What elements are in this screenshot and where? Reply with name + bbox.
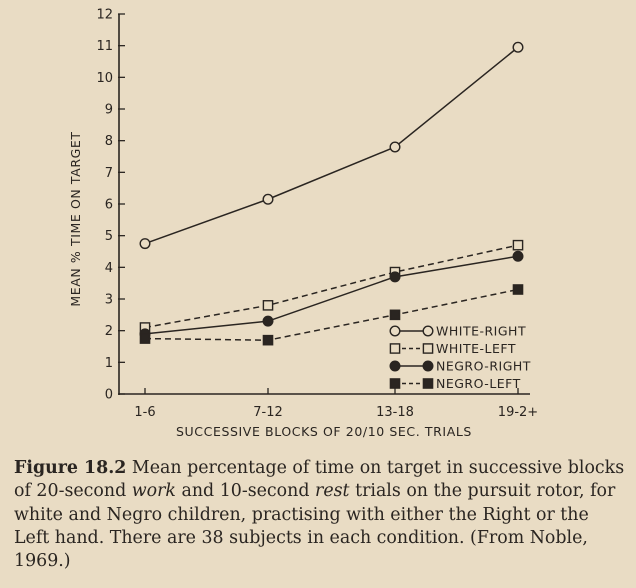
figure-label: Figure 18.2 (14, 458, 127, 478)
caption-text-3: trials on the pursuit rotor, for white and Negro children, practising with either the Right or the Left hand. There are 38 subjects in each condition. (From Noble, 1969.) (14, 481, 616, 572)
y-tick-label: 0 (104, 387, 113, 403)
y-tick-label: 3 (104, 292, 113, 308)
y-tick-label: 9 (104, 102, 113, 118)
caption-work: work (131, 481, 176, 502)
x-tick-label: 13-18 (376, 405, 414, 420)
series-white-left (140, 241, 522, 333)
legend-item-negro-right (390, 359, 531, 374)
data-point-white-left (263, 301, 272, 310)
legend-label: WHITE-RIGHT (436, 323, 527, 339)
x-tick-label: 7-12 (253, 405, 283, 420)
series-line-negro-right (145, 256, 518, 334)
data-point-negro-left (390, 310, 399, 319)
data-point-negro-right (263, 316, 273, 326)
legend-marker (423, 379, 432, 388)
legend-item-white-left (390, 341, 516, 356)
legend-item-negro-left (390, 376, 520, 391)
y-tick-label: 12 (96, 7, 113, 23)
data-point-white-left (513, 241, 522, 250)
y-tick-label: 11 (96, 39, 113, 55)
legend-label: NEGRO-RIGHT (436, 358, 531, 374)
y-tick-label: 4 (104, 260, 113, 276)
legend (390, 324, 531, 392)
data-point-negro-right (513, 251, 523, 261)
data-point-negro-left (263, 336, 272, 345)
y-tick-label: 2 (104, 324, 113, 340)
legend-marker (390, 379, 399, 388)
legend-marker (423, 361, 433, 371)
legend-label: NEGRO-LEFT (436, 376, 521, 391)
legend-label: WHITE-LEFT (436, 341, 516, 356)
legend-marker (390, 344, 399, 353)
series-layer (140, 42, 523, 344)
legend-marker (390, 326, 400, 336)
x-tick-label: 19-2+ (497, 405, 539, 420)
y-tick-label: 7 (104, 165, 113, 181)
caption-text-1: Mean percentage of time on target in successive blocks of 20-second (14, 458, 625, 502)
data-point-negro-left (140, 334, 149, 343)
data-point-negro-left (513, 285, 522, 294)
y-tick-label: 5 (104, 229, 113, 245)
caption-rest: rest (315, 481, 350, 502)
x-axis-title: SUCCESSIVE BLOCKS OF 20/10 SEC. TRIALS (176, 424, 472, 439)
y-tick-label: 6 (104, 197, 113, 213)
x-tick-label: 1-6 (134, 405, 156, 420)
data-point-white-right (263, 194, 273, 204)
y-axis-title: MEAN % TIME ON TARGET (68, 131, 83, 307)
figure-caption (14, 457, 626, 573)
series-line-white-right (145, 47, 518, 243)
data-point-white-right (140, 239, 150, 249)
legend-marker (423, 326, 433, 336)
series-white-right (140, 42, 523, 248)
series-line-white-left (145, 245, 518, 327)
legend-marker (423, 344, 432, 353)
data-point-white-right (513, 42, 523, 52)
data-point-negro-right (390, 272, 400, 282)
y-tick-label: 1 (104, 355, 113, 371)
data-point-white-right (390, 142, 400, 152)
y-tick-label: 10 (96, 70, 113, 86)
caption-text-2: and 10-second (175, 481, 316, 502)
y-tick-label: 8 (104, 134, 113, 150)
legend-marker (390, 361, 400, 371)
legend-item-white-right (390, 324, 526, 339)
